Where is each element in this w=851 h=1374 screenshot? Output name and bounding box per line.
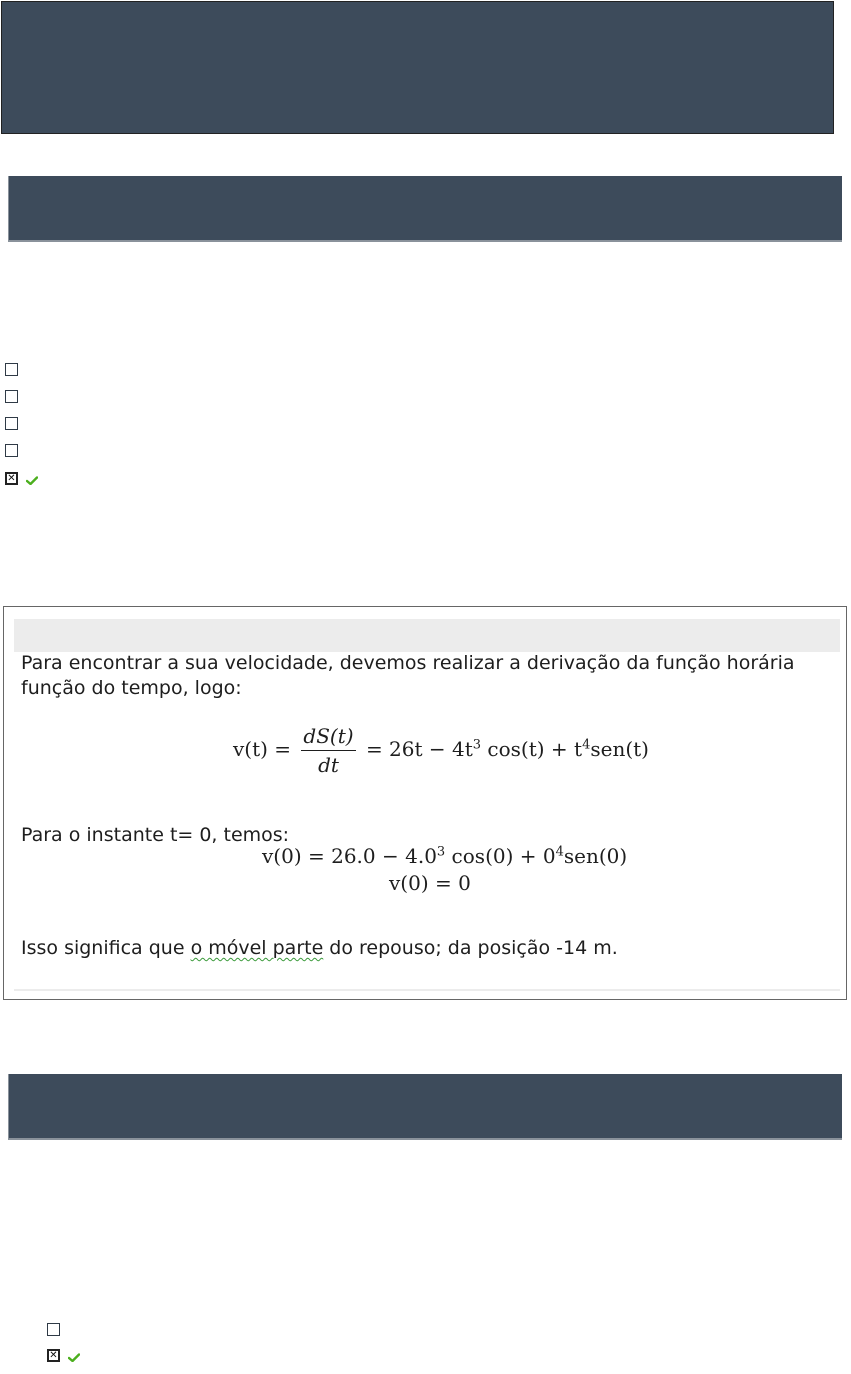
eq1-denominator: dt [318, 753, 339, 777]
instant-text: Para o instante t= 0, temos: [21, 824, 290, 846]
eq2-a: v(0) = 26.0 − 4.0 [262, 844, 437, 868]
answer-explanation-frame [14, 619, 840, 991]
eq1-rhs-a: = 26t − 4t [365, 737, 473, 761]
conclusion-part-c: do repouso; da posição -14 m. [323, 937, 618, 959]
answer-explanation-content [14, 652, 840, 989]
correct-check-icon [26, 476, 38, 485]
velocity-zero-result: v(0) = 0 [389, 871, 471, 895]
eq2-c: cos(0) + 0 [445, 844, 556, 868]
header-banner [1, 1, 834, 134]
eq2-exp-4: 4 [555, 844, 564, 860]
eq1-rhs-e: sen(t) [590, 737, 649, 761]
velocity-at-zero-equation [262, 844, 627, 868]
explanation-conclusion [21, 937, 618, 959]
explanation-intro-line-2: função do tempo, logo: [21, 677, 242, 699]
eq1-fraction [301, 724, 355, 777]
eq1-exp-3: 3 [472, 737, 482, 753]
eq1-numerator: dS(t) [301, 724, 355, 751]
velocity-derivative-equation [233, 724, 649, 777]
answer-explanation-box [3, 606, 847, 1000]
q1-option-5-checkbox[interactable] [5, 472, 18, 485]
q2-option-1-checkbox[interactable] [47, 1323, 60, 1336]
q2-option-2-checkbox[interactable] [47, 1349, 60, 1362]
conclusion-underlined-phrase: o móvel parte [190, 937, 324, 959]
correct-check-icon [68, 1353, 80, 1362]
eq1-lhs: v(t) = [233, 737, 292, 761]
q1-option-2-checkbox[interactable] [5, 390, 18, 403]
q1-option-3-checkbox[interactable] [5, 417, 18, 430]
eq1-rhs-c: cos(t) + t [481, 737, 583, 761]
question-1-banner [8, 176, 842, 242]
q1-option-1-checkbox[interactable] [5, 363, 18, 376]
eq1-exp-4: 4 [582, 737, 591, 753]
question-2-banner [8, 1074, 842, 1140]
eq2-exp-3: 3 [436, 844, 446, 860]
q1-option-4-checkbox[interactable] [5, 444, 18, 457]
conclusion-part-a: Isso significa que [21, 937, 191, 959]
explanation-intro-line-1: Para encontrar a sua velocidade, devemos realizar a derivação da função horária [21, 652, 795, 674]
eq2-e: sen(0) [563, 844, 628, 868]
x-mark-icon: ✕ [49, 1350, 58, 1361]
x-mark-icon: ✕ [7, 473, 16, 484]
